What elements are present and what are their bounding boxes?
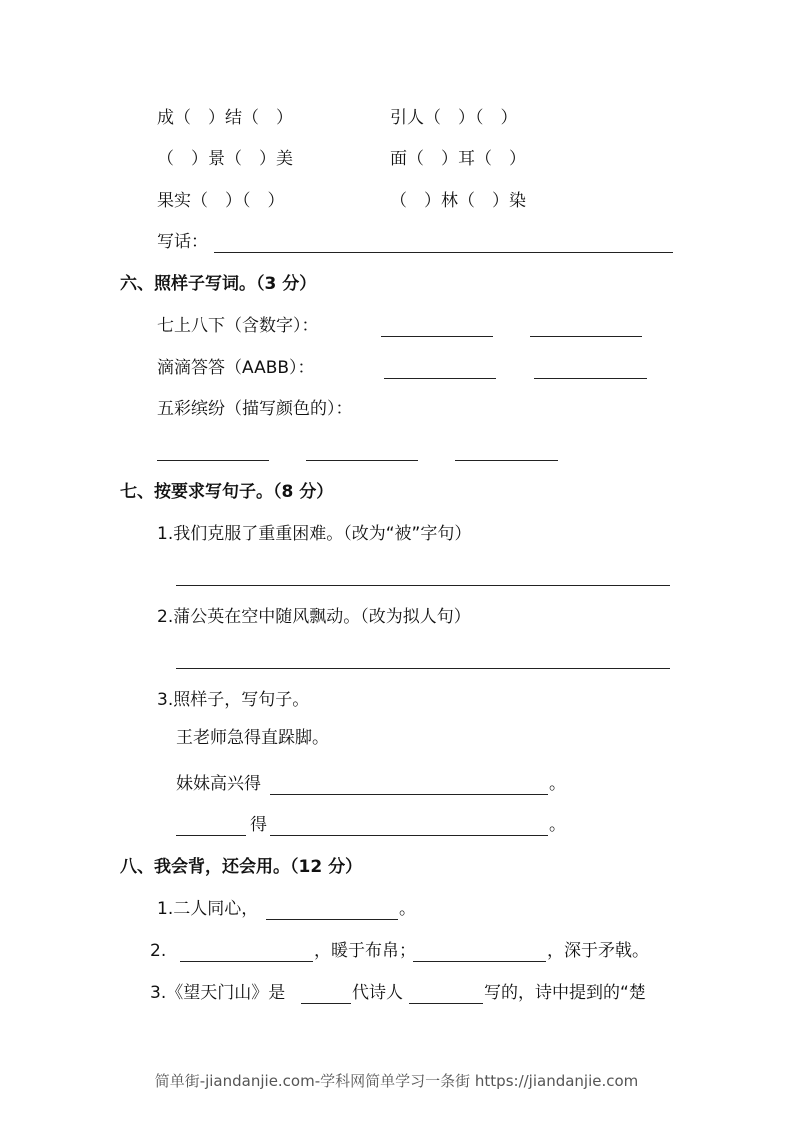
word-pattern-1: 七上八下（含数字）： — [157, 316, 319, 336]
sentence-question-3: 3.照样子，写句子。 — [157, 690, 310, 710]
recite-3-mid: 代诗人 — [352, 983, 403, 1003]
word-blank-3c[interactable] — [455, 460, 558, 461]
word-blank-3a[interactable] — [157, 460, 269, 461]
phrase-fill-3b: （ ）林（ ）染 — [390, 191, 526, 211]
section-6-heading: 六、照样子写词。（3 分） — [120, 274, 317, 294]
recite-2-mid: ，暖于布帛； — [314, 941, 416, 961]
sentence-answer-1[interactable] — [176, 585, 670, 586]
word-blank-3b[interactable] — [306, 460, 418, 461]
word-blank-1b[interactable] — [530, 336, 642, 337]
section-8-heading: 八、我会背，还会用。（12 分） — [120, 857, 363, 877]
phrase-fill-1b: 引人（ ）（ ） — [390, 108, 518, 128]
fill-sentence-1-prefix: 妹妹高兴得 — [176, 774, 261, 794]
fill-sentence-1-end: 。 — [549, 774, 566, 794]
phrase-fill-2a: （ ）景（ ）美 — [157, 149, 293, 169]
recite-2-blank-b[interactable] — [413, 961, 546, 962]
recite-2-blank-a[interactable] — [180, 961, 313, 962]
sentence-question-2: 2.蒲公英在空中随风飘动。（改为拟人句） — [157, 607, 471, 627]
recite-3-blank-dynasty[interactable] — [301, 1003, 351, 1004]
recite-1-blank[interactable] — [266, 919, 398, 920]
recite-1-start: 1.二人同心， — [157, 899, 259, 919]
write-sentence-blank[interactable] — [214, 252, 673, 253]
word-blank-2a[interactable] — [384, 378, 496, 379]
recite-1-end: 。 — [399, 899, 416, 919]
word-pattern-2: 滴滴答答（AABB）： — [157, 358, 315, 378]
phrase-fill-2b: 面（ ）耳（ ） — [390, 149, 526, 169]
sentence-question-1: 1.我们克服了重重困难。（改为“被”字句） — [157, 524, 472, 544]
phrase-fill-3a: 果实（ ）（ ） — [157, 191, 285, 211]
fill-sentence-1-blank[interactable] — [270, 794, 548, 795]
sentence-answer-2[interactable] — [176, 668, 670, 669]
recite-3-end: 写的，诗中提到的“楚 — [484, 983, 646, 1003]
example-sentence: 王老师急得直跺脚。 — [176, 728, 329, 748]
word-blank-1a[interactable] — [381, 336, 493, 337]
fill-sentence-2-blank-a[interactable] — [176, 835, 246, 836]
word-blank-2b[interactable] — [534, 378, 647, 379]
fill-sentence-2-mid: 得 — [250, 815, 267, 835]
phrase-fill-1a: 成（ ）结（ ） — [157, 108, 293, 128]
section-7-heading: 七、按要求写句子。（8 分） — [120, 482, 334, 502]
recite-3-start: 3.《望天门山》是 — [150, 983, 286, 1003]
recite-2-number: 2. — [150, 941, 167, 961]
word-pattern-3: 五彩缤纷（描写颜色的）： — [157, 399, 353, 419]
write-sentence-label: 写话： — [157, 232, 208, 252]
fill-sentence-2-end: 。 — [549, 815, 566, 835]
page-footer: 简单街-jiandanjie.com-学科网简单学习一条街 https://jiandanjie.com — [154, 1072, 639, 1090]
recite-2-end: ，深于矛戟。 — [547, 941, 649, 961]
recite-3-blank-poet[interactable] — [409, 1003, 483, 1004]
fill-sentence-2-blank-b[interactable] — [270, 835, 548, 836]
